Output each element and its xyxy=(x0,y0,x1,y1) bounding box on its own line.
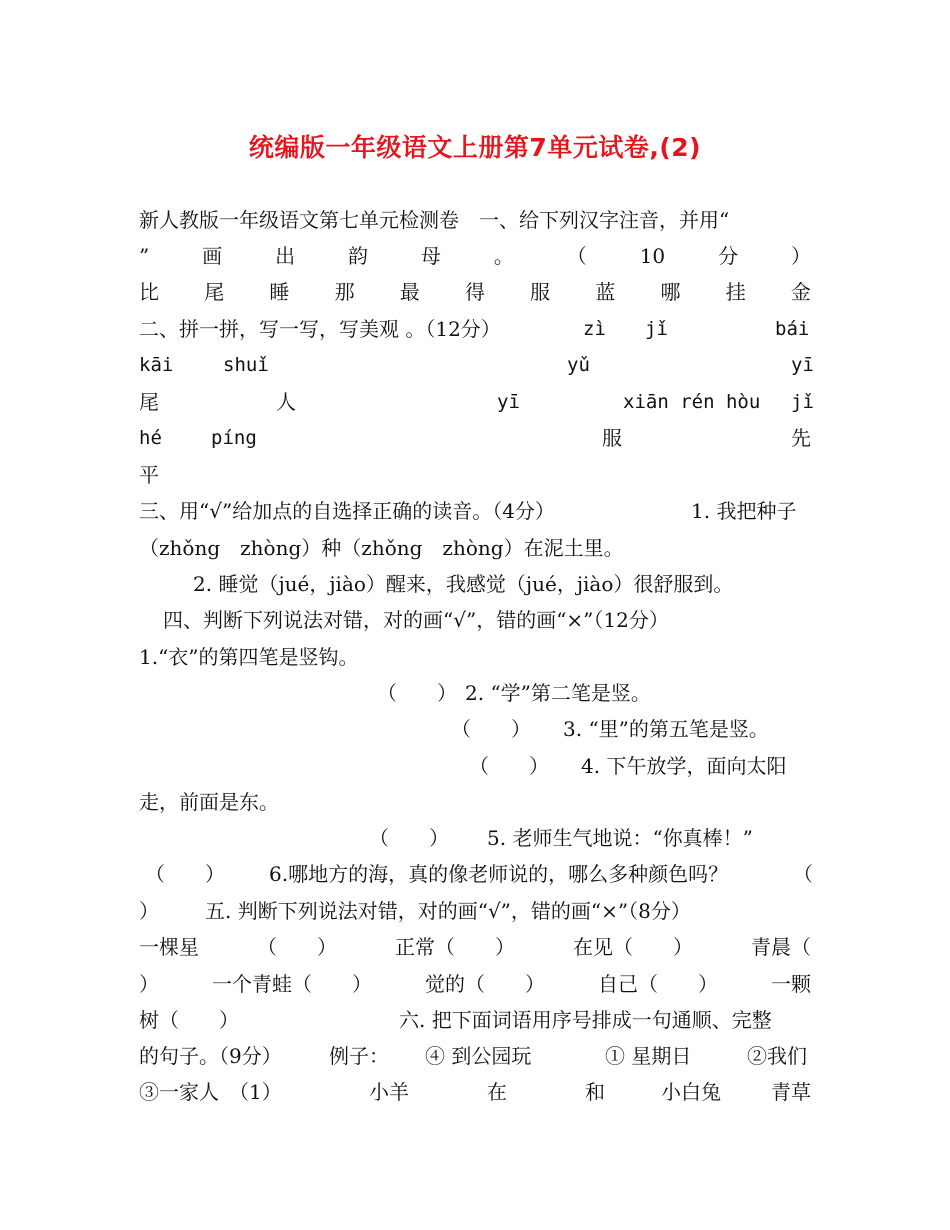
word-item: ④ 到公园玩 xyxy=(425,1044,532,1068)
section-heading: 五. 判断下列说法对错，对的画“√”，错的画“×”（8分） xyxy=(205,899,691,923)
doc-line-19 xyxy=(139,856,811,892)
doc-line-25 xyxy=(139,1074,811,1110)
character: 得 xyxy=(464,280,485,304)
character: 服 xyxy=(602,426,622,450)
character: 挂 xyxy=(725,280,746,304)
doc-line-9 xyxy=(139,493,811,529)
doc-line-11 xyxy=(139,566,811,602)
word: 母 xyxy=(420,244,441,268)
answer-blank: （ ） xyxy=(469,754,549,778)
character: 比 xyxy=(139,280,159,304)
doc-line-8 xyxy=(139,457,811,493)
doc-line-4 xyxy=(139,311,811,347)
question-text: 1. 我把种子 xyxy=(691,499,797,523)
section-heading: 六. 把下面词语用序号排成一句通顺、完整 xyxy=(399,1008,772,1032)
doc-line-24 xyxy=(139,1038,811,1074)
character: 睡 xyxy=(269,280,290,304)
character: 尾 xyxy=(204,280,225,304)
doc-line-6 xyxy=(139,384,814,420)
pinyin: zì xyxy=(583,318,606,340)
word-item: 青晨（ xyxy=(751,935,811,959)
character: 哪 xyxy=(660,280,681,304)
word-item: 一棵星 xyxy=(139,935,199,959)
pinyin: yī xyxy=(497,391,520,413)
word-item: 正常（ ） xyxy=(395,935,515,959)
pinyin: shuǐ xyxy=(223,354,269,376)
word-item: 青草 xyxy=(771,1080,811,1104)
section-heading: 二、拼一拼，写一写，写美观 。（12分） xyxy=(139,317,501,341)
score: 10 xyxy=(639,244,666,268)
pinyin: píng xyxy=(211,427,257,449)
pinyin: xiān rén hòu xyxy=(623,391,761,413)
page-title: 统编版一年级语文上册第7单元试卷,(2) xyxy=(248,133,702,162)
doc-line-16 xyxy=(139,748,811,784)
character: 人 xyxy=(276,390,296,414)
doc-line-12 xyxy=(139,602,811,638)
doc-line-23 xyxy=(139,1002,811,1038)
word-item: 树（ ） xyxy=(139,1008,239,1032)
doc-line-17 xyxy=(139,784,811,820)
question-text: （zhǒng zhòng）种（zhǒng zhòng）在泥土里。 xyxy=(139,536,624,560)
word-item: 小白兔 xyxy=(661,1080,721,1104)
word-item: ③一家人 （1） xyxy=(139,1080,282,1104)
word-item: 小羊 xyxy=(369,1080,409,1104)
section-heading: 三、用“√”给加点的自选择正确的读音。（4分） xyxy=(139,499,555,523)
pinyin: jǐ xyxy=(791,391,814,413)
word: 。 xyxy=(493,244,514,268)
question-text: 2. 睡觉（jué，jiào）醒来，我感觉（jué，jiào）很舒服到。 xyxy=(193,572,734,596)
doc-line-15 xyxy=(139,711,811,747)
character: 尾 xyxy=(139,390,159,414)
pinyin: jǐ xyxy=(645,318,668,340)
question-text: 1.“衣”的第四笔是竖钩。 xyxy=(139,645,359,669)
character: 蓝 xyxy=(595,280,616,304)
doc-line-13 xyxy=(139,639,811,675)
doc-line-20 xyxy=(139,893,811,929)
word: 画 xyxy=(202,244,223,268)
question-text: 4. 下午放学，面向太阳 xyxy=(581,754,787,778)
example-label: 例子： xyxy=(329,1044,389,1068)
word: （ xyxy=(566,244,587,268)
answer-blank: （ ） xyxy=(451,717,531,741)
word-item: 一颗 xyxy=(771,972,811,996)
word-item: 在 xyxy=(487,1080,507,1104)
section-heading-cont: 的句子。（9分） xyxy=(139,1044,282,1068)
doc-line-5 xyxy=(139,347,814,383)
answer-blank: （ ） xyxy=(377,681,457,705)
pinyin: yī xyxy=(791,354,814,376)
character: 平 xyxy=(139,463,159,487)
word-item: 自己（ ） xyxy=(598,972,718,996)
pinyin: bái xyxy=(775,318,810,340)
word-item: 在见（ ） xyxy=(573,935,693,959)
doc-line-21 xyxy=(139,929,811,965)
character: 先 xyxy=(791,426,811,450)
answer-blank: （ ） xyxy=(257,935,337,959)
answer-blank-open: （ xyxy=(793,862,813,886)
doc-line-3 xyxy=(139,274,811,310)
doc-line-1 xyxy=(139,202,811,238)
pinyin: hé xyxy=(139,427,162,449)
doc-line-7 xyxy=(139,420,811,456)
word: 分 xyxy=(718,244,739,268)
header-text: 新人教版一年级语文第七单元检测卷 一、给下列汉字注音，并用“ xyxy=(139,208,730,232)
doc-line-14 xyxy=(139,675,811,711)
answer-blank-close: ） xyxy=(139,972,159,996)
character: 服 xyxy=(530,280,551,304)
doc-line-22 xyxy=(139,966,811,1002)
doc-line-18 xyxy=(139,820,811,856)
character: 金 xyxy=(790,280,811,304)
section-heading: 四、判断下列说法对错，对的画“√”，错的画“×”（12分） xyxy=(163,608,669,632)
word-item: ① 星期日 xyxy=(605,1044,692,1068)
character: 最 xyxy=(399,280,420,304)
pinyin: kāi xyxy=(139,354,174,376)
question-text: 2. “学”第二笔是竖。 xyxy=(465,681,651,705)
word-item: 和 xyxy=(585,1080,605,1104)
pinyin: yǔ xyxy=(567,354,590,376)
quote-close: ” xyxy=(139,244,150,268)
question-text: 走，前面是东。 xyxy=(139,790,279,814)
answer-blank: （ ） xyxy=(145,862,225,886)
word: 韵 xyxy=(348,244,368,268)
question-text: 5. 老师生气地说：“你真棒！” xyxy=(487,826,753,850)
answer-blank-close: ） xyxy=(139,899,159,923)
answer-blank: （ ） xyxy=(369,826,449,850)
character: 那 xyxy=(334,280,355,304)
word: 出 xyxy=(275,244,296,268)
word-item: 一个青蛙（ ） xyxy=(212,972,372,996)
word-item: ②我们 xyxy=(747,1044,807,1068)
word: ） xyxy=(790,244,811,268)
question-text: 3. “里”的第五笔是竖。 xyxy=(563,717,769,741)
question-text: 6.哪地方的海，真的像老师说的，哪么多种颜色吗？ xyxy=(269,862,729,886)
word-item: 觉的（ ） xyxy=(425,972,545,996)
doc-line-2 xyxy=(139,238,811,274)
doc-line-10 xyxy=(139,530,811,566)
